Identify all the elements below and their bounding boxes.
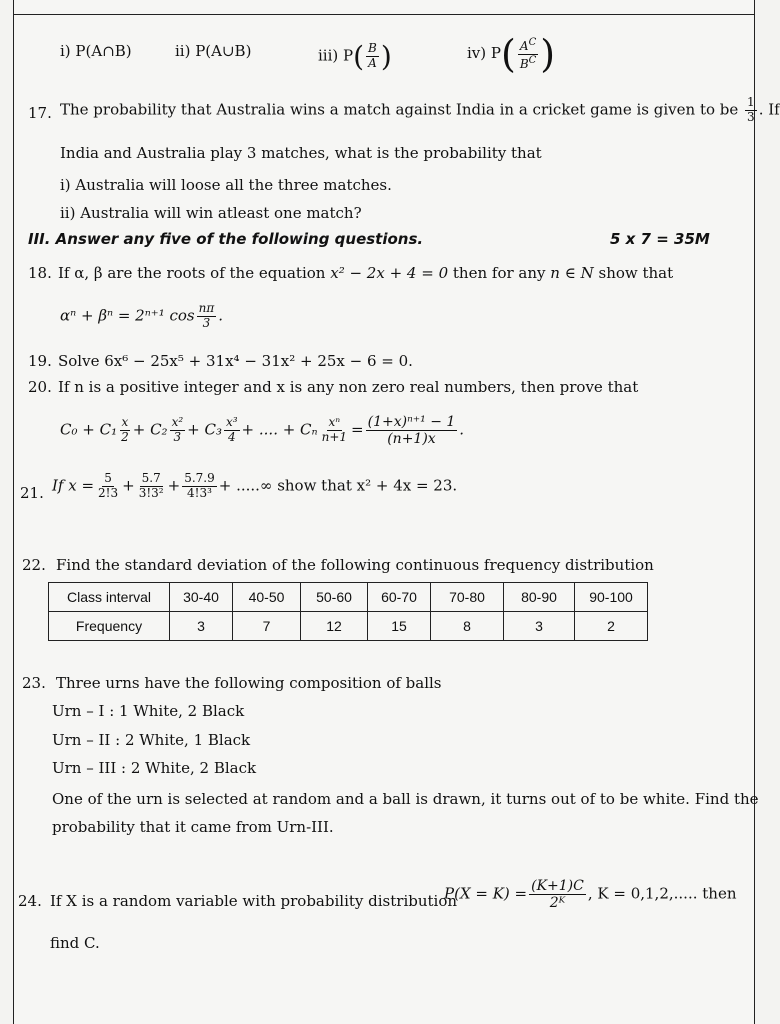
q18-line1-c: n ∈ N bbox=[550, 264, 594, 282]
q17-line1-text: The probability that Australia wins a match against India in a cricket game is given to be bbox=[60, 100, 739, 119]
table-cell: Frequency bbox=[49, 612, 170, 641]
q19-text: Solve 6x⁶ − 25x⁵ + 31x⁴ − 31x² + 25x − 6 = 0. bbox=[58, 352, 413, 370]
q20-c3: + C₃ bbox=[187, 420, 222, 439]
q21-f1-den: 2!3 bbox=[98, 485, 119, 500]
q23-text: Three urns have the following composition of balls bbox=[56, 674, 442, 692]
q20-rhs-num: (1+x)ⁿ⁺¹ − 1 bbox=[367, 414, 456, 430]
table-cell: 8 bbox=[431, 612, 504, 641]
q24-rhs: , K = 0,1,2,..... then bbox=[587, 884, 737, 903]
q23-number: 23. bbox=[22, 674, 46, 692]
q20-series-start: C₀ + C₁ bbox=[60, 420, 118, 439]
option-iv-den-sup: C bbox=[528, 54, 537, 66]
q22-number: 22. bbox=[22, 556, 46, 574]
q20-number: 20. bbox=[28, 378, 52, 396]
section-title: III. Answer any five of the following questions. bbox=[28, 230, 424, 248]
q18-formula bbox=[60, 302, 223, 331]
q20-text: If n is a positive integer and x is any non zero real numbers, then prove that bbox=[58, 378, 639, 396]
q17-line1 bbox=[60, 96, 780, 125]
q18-formula-end: . bbox=[218, 306, 224, 325]
q24-text: If X is a random variable with probability distribution bbox=[50, 892, 458, 910]
q23-line-a: One of the urn is selected at random and a ball is drawn, it turns out of to be white. Find the bbox=[52, 790, 759, 808]
q20-eq: = bbox=[351, 420, 364, 439]
table-cell: 3 bbox=[170, 612, 233, 641]
table-cell: 80-90 bbox=[504, 583, 575, 612]
option-ii: ii) P(A∪B) bbox=[175, 42, 252, 60]
q20-c2: + C₂ bbox=[132, 420, 168, 439]
q20-t3-den: 4 bbox=[227, 430, 236, 445]
table-cell: 60-70 bbox=[368, 583, 431, 612]
q23-urn-2: Urn – II : 2 White, 1 Black bbox=[52, 731, 251, 749]
table-cell: 3 bbox=[504, 612, 575, 641]
table-cell: 90-100 bbox=[575, 583, 648, 612]
q21-prefix: If x = bbox=[52, 476, 95, 495]
q20-t3-num: x³ bbox=[225, 415, 238, 430]
option-iv-den: B bbox=[519, 56, 529, 71]
table-cell: 70-80 bbox=[431, 583, 504, 612]
q22-text: Find the standard deviation of the following continuous frequency distribution bbox=[56, 556, 654, 574]
q17-frac-num: 1 bbox=[747, 95, 755, 109]
q24-line2: find C. bbox=[50, 934, 100, 952]
q24-number: 24. bbox=[18, 892, 42, 910]
top-border bbox=[13, 14, 755, 15]
q24-num: (K+1)C bbox=[531, 878, 584, 894]
frequency-table bbox=[48, 582, 648, 641]
q18-line1 bbox=[58, 264, 673, 282]
q20-rhs-den: (n+1)x bbox=[387, 431, 436, 448]
table-cell: 50-60 bbox=[301, 583, 368, 612]
table-cell: 7 bbox=[233, 612, 301, 641]
option-iii-num: B bbox=[368, 41, 377, 56]
q21-f3-num: 5.7.9 bbox=[184, 471, 215, 485]
table-row bbox=[49, 612, 648, 641]
table-cell: 12 bbox=[301, 612, 368, 641]
q21-f1-num: 5 bbox=[104, 471, 112, 485]
q18-line1-d: show that bbox=[598, 264, 674, 282]
q17-line1-end: . If bbox=[758, 100, 780, 119]
option-iv: iv) P( $\frac{A^C}{B^C}$ ) bbox=[467, 32, 556, 76]
q17-part-i: i) Australia will loose all the three matches. bbox=[60, 176, 392, 194]
q18-formula-num: nπ bbox=[198, 301, 215, 315]
q17-number: 17. bbox=[28, 104, 52, 122]
q17-part-ii: ii) Australia will win atleast one match? bbox=[60, 204, 362, 222]
option-iii-prefix: iii) P bbox=[318, 46, 354, 65]
section-marks: 5 x 7 = 35M bbox=[610, 230, 710, 248]
q23-urn-1: Urn – I : 1 White, 2 Black bbox=[52, 702, 245, 720]
table-cell: 40-50 bbox=[233, 583, 301, 612]
option-iii-den: A bbox=[368, 56, 377, 70]
q18-formula-den: 3 bbox=[202, 315, 211, 330]
q24-lhs: P(X = K) = bbox=[444, 884, 528, 903]
q21-f2-den: 3!3² bbox=[138, 485, 164, 500]
q20-t2-den: 3 bbox=[173, 430, 182, 445]
q20-t1-num: x bbox=[121, 415, 129, 430]
option-iii: iii) P( $\frac{B}{A}$ ) bbox=[318, 40, 392, 73]
q18-number: 18. bbox=[28, 264, 52, 282]
option-iv-prefix: iv) P bbox=[467, 44, 501, 62]
q21-f3-den: 4!3³ bbox=[187, 485, 212, 500]
q20-series bbox=[60, 414, 464, 447]
q20-end: . bbox=[459, 420, 465, 439]
option-i: i) P(A∩B) bbox=[60, 42, 132, 60]
q18-line1-b: then for any bbox=[452, 264, 546, 282]
table-cell: 30-40 bbox=[170, 583, 233, 612]
option-iv-num-sup: C bbox=[528, 36, 537, 48]
q24-den: 2ᴷ bbox=[549, 895, 566, 912]
q18-line1-a: If α, β are the roots of the equation bbox=[58, 264, 326, 282]
q21-suffix: + .....∞ show that x² + 4x = 23. bbox=[218, 476, 458, 495]
q20-tn-num: xⁿ bbox=[328, 415, 341, 430]
q17-line2: India and Australia play 3 matches, what is the probability that bbox=[60, 144, 542, 162]
table-header-row bbox=[49, 583, 648, 612]
q21-number: 21. bbox=[20, 484, 44, 502]
table-cell: 15 bbox=[368, 612, 431, 641]
q18-line1-eq: x² − 2x + 4 = 0 bbox=[330, 264, 449, 282]
table-cell: Class interval bbox=[49, 583, 170, 612]
q23-line-b: probability that it came from Urn-III. bbox=[52, 818, 334, 836]
option-iv-num: A bbox=[519, 38, 529, 53]
q17-frac-den: 3 bbox=[747, 109, 755, 124]
table-cell: 2 bbox=[575, 612, 648, 641]
q18-formula-left: αⁿ + βⁿ = 2ⁿ⁺¹ cos bbox=[60, 306, 195, 325]
q19-number: 19. bbox=[28, 352, 52, 370]
q24-formula bbox=[444, 878, 736, 911]
q23-urn-3: Urn – III : 2 White, 2 Black bbox=[52, 759, 257, 777]
q20-dots: + .... + Cₙ bbox=[241, 420, 318, 439]
q20-t2-num: x² bbox=[171, 415, 184, 430]
q21-f2-num: 5.7 bbox=[141, 471, 161, 485]
q20-t1-den: 2 bbox=[121, 430, 129, 445]
q20-tn-den: n+1 bbox=[321, 430, 348, 445]
q21-line: If x = $\frac{5}{2!3}$ + $\frac{5.7}{\text{3!3²}}$ + $\frac{5.7.9}{\text{4!3³}}$ + .....∞ show that x² + 4x = 23. bbox=[52, 471, 458, 500]
